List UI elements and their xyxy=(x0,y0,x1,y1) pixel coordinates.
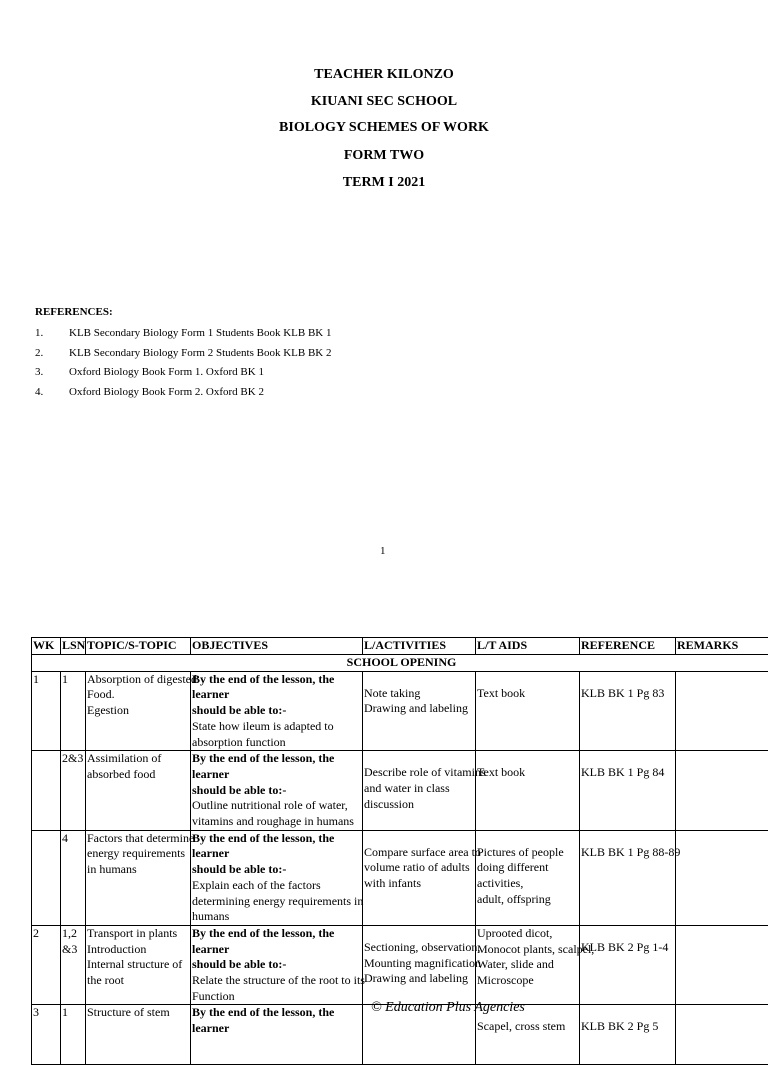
cell-activities: Compare surface area to volume ratio of adults with infants xyxy=(363,830,476,925)
cell-objectives: By the end of the lesson, the learner should be able to:- State how ileum is adapted to absorption function xyxy=(191,671,363,751)
col-header-wk: WK xyxy=(32,638,61,655)
cell-topic: Assimilation of absorbed food xyxy=(86,751,191,831)
table-header-row xyxy=(32,638,768,655)
cell-wk: 2 xyxy=(32,925,61,1005)
cell-remarks xyxy=(676,830,768,925)
watermark-text: © Education Plus Agencies xyxy=(371,1000,525,1016)
cell-aids: Text book xyxy=(476,671,580,751)
cell-reference: KLB BK 2 Pg 1-4 xyxy=(580,925,676,1005)
doc-term: TERM I 2021 xyxy=(0,175,768,191)
cell-objectives: By the end of the lesson, the learner xyxy=(191,1005,363,1065)
cell-aids: Scapel, cross stem xyxy=(476,1005,580,1065)
cell-activities: Describe role of vitamins and water in class discussion xyxy=(363,751,476,831)
table-row xyxy=(32,830,768,925)
cell-aids: Text book xyxy=(476,751,580,831)
reference-item: 1. KLB Secondary Biology Form 1 Students Book KLB BK 1 xyxy=(35,327,331,339)
cell-remarks xyxy=(676,671,768,751)
reference-item: 3. Oxford Biology Book Form 1. Oxford BK 1 xyxy=(35,366,264,378)
cell-activities: Note taking Drawing and labeling xyxy=(363,671,476,751)
table-row xyxy=(32,925,768,1005)
reference-item: 4. Oxford Biology Book Form 2. Oxford BK 2 xyxy=(35,386,264,398)
cell-topic: Absorption of digested Food. Egestion xyxy=(86,671,191,751)
doc-form: FORM TWO xyxy=(0,148,768,164)
cell-lsn: 1 xyxy=(61,1005,86,1065)
cell-reference: KLB BK 1 Pg 83 xyxy=(580,671,676,751)
school-opening-label: SCHOOL OPENING xyxy=(32,655,768,672)
cell-reference: KLB BK 1 Pg 88-89 xyxy=(580,830,676,925)
cell-objectives: By the end of the lesson, the learner should be able to:- Explain each of the factors determining energy requirements in humans xyxy=(191,830,363,925)
col-header-remarks: REMARKS xyxy=(676,638,768,655)
cell-remarks xyxy=(676,1005,768,1065)
cell-wk: 1 xyxy=(32,671,61,751)
table-row xyxy=(32,751,768,831)
col-header-aids: L/T AIDS xyxy=(476,638,580,655)
cell-wk xyxy=(32,830,61,925)
cell-topic: Factors that determine energy requirements in humans xyxy=(86,830,191,925)
cell-aids: Pictures of people doing different activities, adult, offspring xyxy=(476,830,580,925)
cell-aids: Uprooted dicot, Monocot plants, scalpel, Water, slide and Microscope xyxy=(476,925,580,1005)
doc-title: BIOLOGY SCHEMES OF WORK xyxy=(0,120,768,136)
cell-topic: Structure of stem xyxy=(86,1005,191,1065)
col-header-lsn: LSN xyxy=(61,638,86,655)
school-opening-row xyxy=(32,655,768,672)
col-header-objectives: OBJECTIVES xyxy=(191,638,363,655)
cell-objectives: By the end of the lesson, the learner should be able to:- Relate the structure of the root to its Function xyxy=(191,925,363,1005)
cell-lsn: 1 xyxy=(61,671,86,751)
references-title: REFERENCES: xyxy=(35,306,113,318)
table-row xyxy=(32,671,768,751)
cell-remarks xyxy=(676,925,768,1005)
cell-lsn: 1,2 &3 xyxy=(61,925,86,1005)
col-header-activities: L/ACTIVITIES xyxy=(363,638,476,655)
reference-item: 2. KLB Secondary Biology Form 2 Students Book KLB BK 2 xyxy=(35,347,331,359)
cell-remarks xyxy=(676,751,768,831)
doc-school-name: KIUANI SEC SCHOOL xyxy=(0,94,768,110)
cell-reference: KLB BK 2 Pg 5 xyxy=(580,1005,676,1065)
cell-topic: Transport in plants Introduction Internal structure of the root xyxy=(86,925,191,1005)
cell-lsn: 2&3 xyxy=(61,751,86,831)
cell-wk: 3 xyxy=(32,1005,61,1065)
cell-objectives: By the end of the lesson, the learner should be able to:- Outline nutritional role of water, vitamins and roughage in humans xyxy=(191,751,363,831)
cell-activities: Sectioning, observation, Mounting magnification Drawing and labeling xyxy=(363,925,476,1005)
cell-wk xyxy=(32,751,61,831)
col-header-reference: REFERENCE xyxy=(580,638,676,655)
page-number: 1 xyxy=(380,545,386,557)
cell-reference: KLB BK 1 Pg 84 xyxy=(580,751,676,831)
col-header-topic: TOPIC/S-TOPIC xyxy=(86,638,191,655)
doc-teacher-name: TEACHER KILONZO xyxy=(0,67,768,83)
cell-lsn: 4 xyxy=(61,830,86,925)
